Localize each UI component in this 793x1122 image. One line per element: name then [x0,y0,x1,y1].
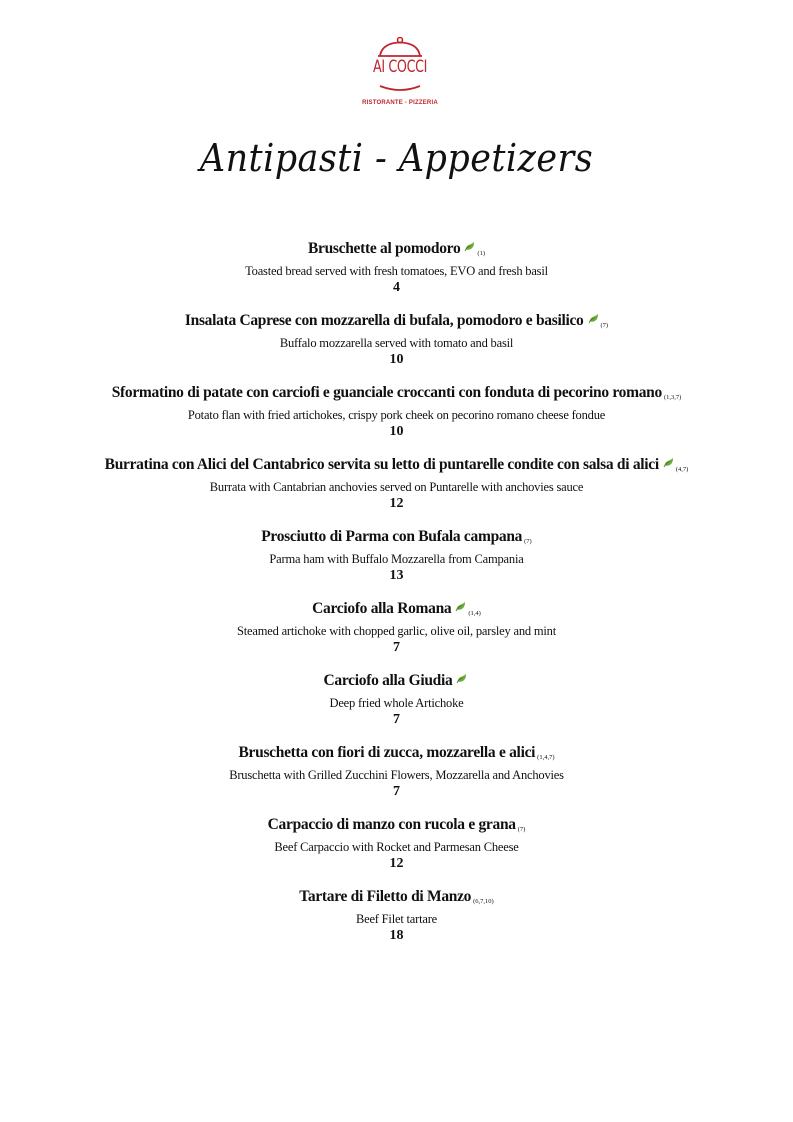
menu-item-price: 13 [389,568,404,583]
menu-item [0,456,793,528]
menu-item-title [0,312,793,335]
menu-item [0,240,793,312]
brand-subtitle: RISTORANTE - PIZZERIA [362,100,438,106]
menu-item-description: Deep fried whole Artichoke [329,696,464,710]
menu-item-title [0,240,793,263]
restaurant-logo [358,34,442,110]
menu-item-title [0,456,793,479]
menu-item-title [0,816,793,839]
menu-item-name: Prosciutto di Parma con Bufala campana [261,528,523,545]
menu-item [0,528,793,600]
allergen-codes: (4,7) [675,466,689,473]
menu-item-title [0,888,793,911]
menu-item-price: 18 [389,928,404,943]
menu-item [0,672,793,744]
allergen-codes: (1,3,7) [663,394,682,401]
allergen-codes: (7) [600,322,609,329]
allergen-codes: (7) [517,826,526,833]
menu-item [0,816,793,888]
leaf-icon [456,674,467,684]
allergen-codes: (1,4,7) [537,754,555,761]
menu-item-price: 7 [393,712,400,727]
menu-item-title [0,384,793,407]
menu-item-title [0,744,793,767]
menu-item-name: Burratina con Alici del Cantabrico servita su letto di puntarelle condite con salsa di alici [104,456,659,473]
menu-item-title [0,600,793,623]
menu-item-name: Bruschetta con fiori di zucca, mozzarella e alici [238,744,536,761]
allergen-codes: (1) [477,250,485,257]
menu-item-price: 10 [389,352,404,367]
menu-item [0,600,793,672]
menu-item-description: Parma ham with Buffalo Mozzarella from Campania [269,552,524,566]
brand-name: AI COCCI [372,57,428,77]
section-title: Antipasti - Appetizers [199,136,594,180]
menu-item [0,744,793,816]
leaf-icon [464,242,475,252]
menu-item-description: Potato flan with fried artichokes, crispy pork cheek on pecorino romano cheese fondue [187,408,606,422]
allergen-codes: (6,7,10) [473,898,494,905]
menu-item-title [0,528,793,551]
menu-item-description: Beef Carpaccio with Rocket and Parmesan Cheese [274,840,519,854]
menu-item-description: Steamed artichoke with chopped garlic, olive oil, parsley and mint [237,624,556,638]
menu-item-price: 7 [393,640,400,655]
menu-item-price: 12 [389,496,404,511]
leaf-icon [455,602,466,612]
menu-item-description: Bruschetta with Grilled Zucchini Flowers, Mozzarella and Anchovies [229,768,564,782]
menu-list [0,240,793,960]
menu-item-name: Sformatino di patate con carciofi e guanciale croccanti con fonduta di pecorino romano [111,384,662,401]
menu-item-description: Beef Filet tartare [355,912,438,926]
menu-item-title [0,672,793,695]
menu-item-description: Buffalo mozzarella served with tomato and basil [279,336,514,350]
menu-item-description: Toasted bread served with fresh tomatoes, EVO and fresh basil [245,264,548,278]
menu-item-name: Bruschette al pomodoro [307,240,461,257]
leaf-icon [588,314,599,324]
menu-item [0,888,793,960]
menu-item-name: Insalata Caprese con mozzarella di bufala, pomodoro e basilico [184,312,584,329]
menu-item-name: Tartare di Filetto di Manzo [299,888,472,905]
menu-item-name: Carciofo alla Giudia [323,672,453,689]
menu-item-price: 10 [389,424,404,439]
leaf-icon [663,458,674,468]
menu-item-name: Carciofo alla Romana [312,600,452,617]
menu-item [0,384,793,456]
allergen-codes: (1,4) [468,610,481,617]
menu-item-name: Carpaccio di manzo con rucola e grana [267,816,516,833]
menu-item [0,312,793,384]
allergen-codes: (7) [524,538,532,545]
menu-item-price: 7 [393,784,400,799]
menu-item-price: 4 [393,280,400,295]
menu-item-price: 12 [389,856,404,871]
menu-item-description: Burrata with Cantabrian anchovies served on Puntarelle with anchovies sauce [209,480,584,494]
